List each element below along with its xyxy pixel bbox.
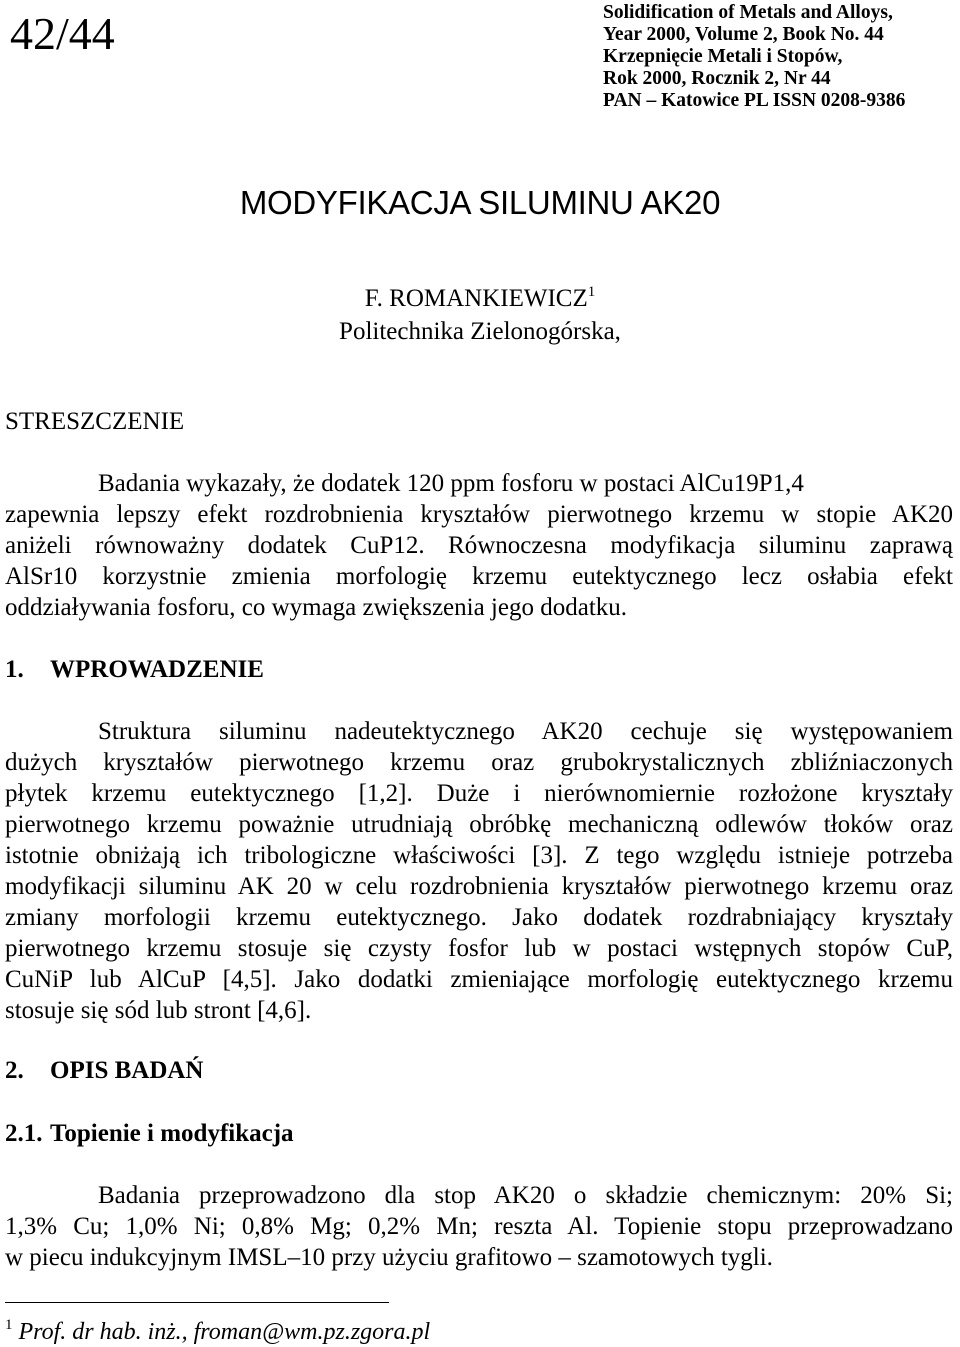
footnote-text: Prof. dr hab. inż., froman@wm.pz.zgora.pl: [18, 1319, 431, 1345]
melting-paragraph: [5, 1180, 953, 1273]
abstract-line: oddziaływania fosforu, co wymaga zwiększenia jego dodatku.: [5, 594, 628, 621]
journal-line: Krzepnięcie Metali i Stopów,: [603, 46, 843, 67]
melting-line: w piecu indukcyjnym IMSL–10 przy użyciu grafitowo – szamotowych tygli.: [5, 1244, 773, 1271]
footnote-divider: [5, 1302, 389, 1303]
page-number: 42/44: [10, 8, 115, 59]
section-number: 1.: [5, 656, 24, 683]
melting-line: Badania przeprowadzono dla stop AK20 o składzie chemicznym: 20% Si;: [98, 1182, 953, 1209]
journal-line: Year 2000, Volume 2, Book No. 44: [603, 24, 884, 45]
subsection-heading-2-1: [5, 1118, 294, 1149]
intro-line: pierwotnego krzemu poważnie utrudniają obróbkę mechaniczną odlewów tłoków oraz: [5, 811, 953, 838]
section-heading-2: [5, 1055, 204, 1086]
intro-line: pierwotnego krzemu stosuje się czysty fosfor lub w postaci wstępnych stopów CuP,: [5, 935, 953, 962]
paper-title: MODYFIKACJA SILUMINU AK20: [239, 184, 721, 221]
author-name-text: F. ROMANKIEWICZ: [364, 285, 588, 312]
journal-info: [603, 2, 905, 112]
abstract-paragraph: [5, 468, 953, 623]
author-affiliation: Politechnika Zielonogórska,: [339, 318, 621, 345]
abstract-line: aniżeli równoważny dodatek CuP12. Równoczesna modyfikacja siluminu zaprawą: [5, 532, 953, 559]
section-title: WPROWADZENIE: [50, 656, 264, 683]
section-number: 2.: [5, 1057, 24, 1084]
author-block: [0, 282, 960, 348]
abstract-line: zapewnia lepszy efekt rozdrobnienia kryształów pierwotnego krzemu w stopie AK20: [5, 501, 953, 528]
intro-line: Struktura siluminu nadeutektycznego AK20 cechuje się występowaniem: [98, 718, 953, 745]
footnote-mark: 1: [5, 1317, 13, 1333]
author-name: [0, 282, 960, 315]
section-title: Topienie i modyfikacja: [50, 1120, 294, 1147]
intro-line: płytek krzemu eutektycznego [1,2]. Duże i nierównomiernie rozłożone kryształy: [5, 780, 953, 807]
section-heading-1: [5, 654, 264, 685]
section-title: OPIS BADAŃ: [50, 1057, 204, 1084]
section-number: 2.1.: [5, 1120, 43, 1147]
intro-line: modyfikacji siluminu AK 20 w celu rozdrobnienia kryształów pierwotnego krzemu oraz: [5, 873, 953, 900]
abstract-heading: STRESZCZENIE: [5, 408, 185, 435]
introduction-paragraph: [5, 716, 953, 1026]
journal-line: Solidification of Metals and Alloys,: [603, 2, 893, 23]
intro-line: dużych kryształów pierwotnego krzemu oraz grubokrystalicznych zbliźniaczonych: [5, 749, 953, 776]
melting-line: 1,3% Cu; 1,0% Ni; 0,8% Mg; 0,2% Mn; reszta Al. Topienie stopu przeprowadzano: [5, 1213, 953, 1240]
abstract-line: Badania wykazały, że dodatek 120 ppm fosforu w postaci AlCu19P1,4: [98, 470, 804, 497]
footnote: [5, 1318, 430, 1346]
abstract-line: AlSr10 korzystnie zmienia morfologię krzemu eutektycznego lecz osłabia efekt: [5, 563, 953, 590]
journal-line: Rok 2000, Rocznik 2, Nr 44: [603, 68, 831, 89]
author-footnote-mark: 1: [587, 284, 596, 300]
intro-line: istotnie obniżają ich tribologiczne właściwości [3]. Z tego względu istnieje potrzeba: [5, 842, 953, 869]
intro-line: stosuje się sód lub stront [4,6].: [5, 997, 312, 1024]
journal-line: PAN – Katowice PL ISSN 0208-9386: [603, 90, 906, 111]
intro-line: zmiany morfologii krzemu eutektycznego. Jako dodatek rozdrabniający kryształy: [5, 904, 953, 931]
intro-line: CuNiP lub AlCuP [4,5]. Jako dodatki zmieniające morfologię eutektycznego krzemu: [5, 966, 953, 993]
